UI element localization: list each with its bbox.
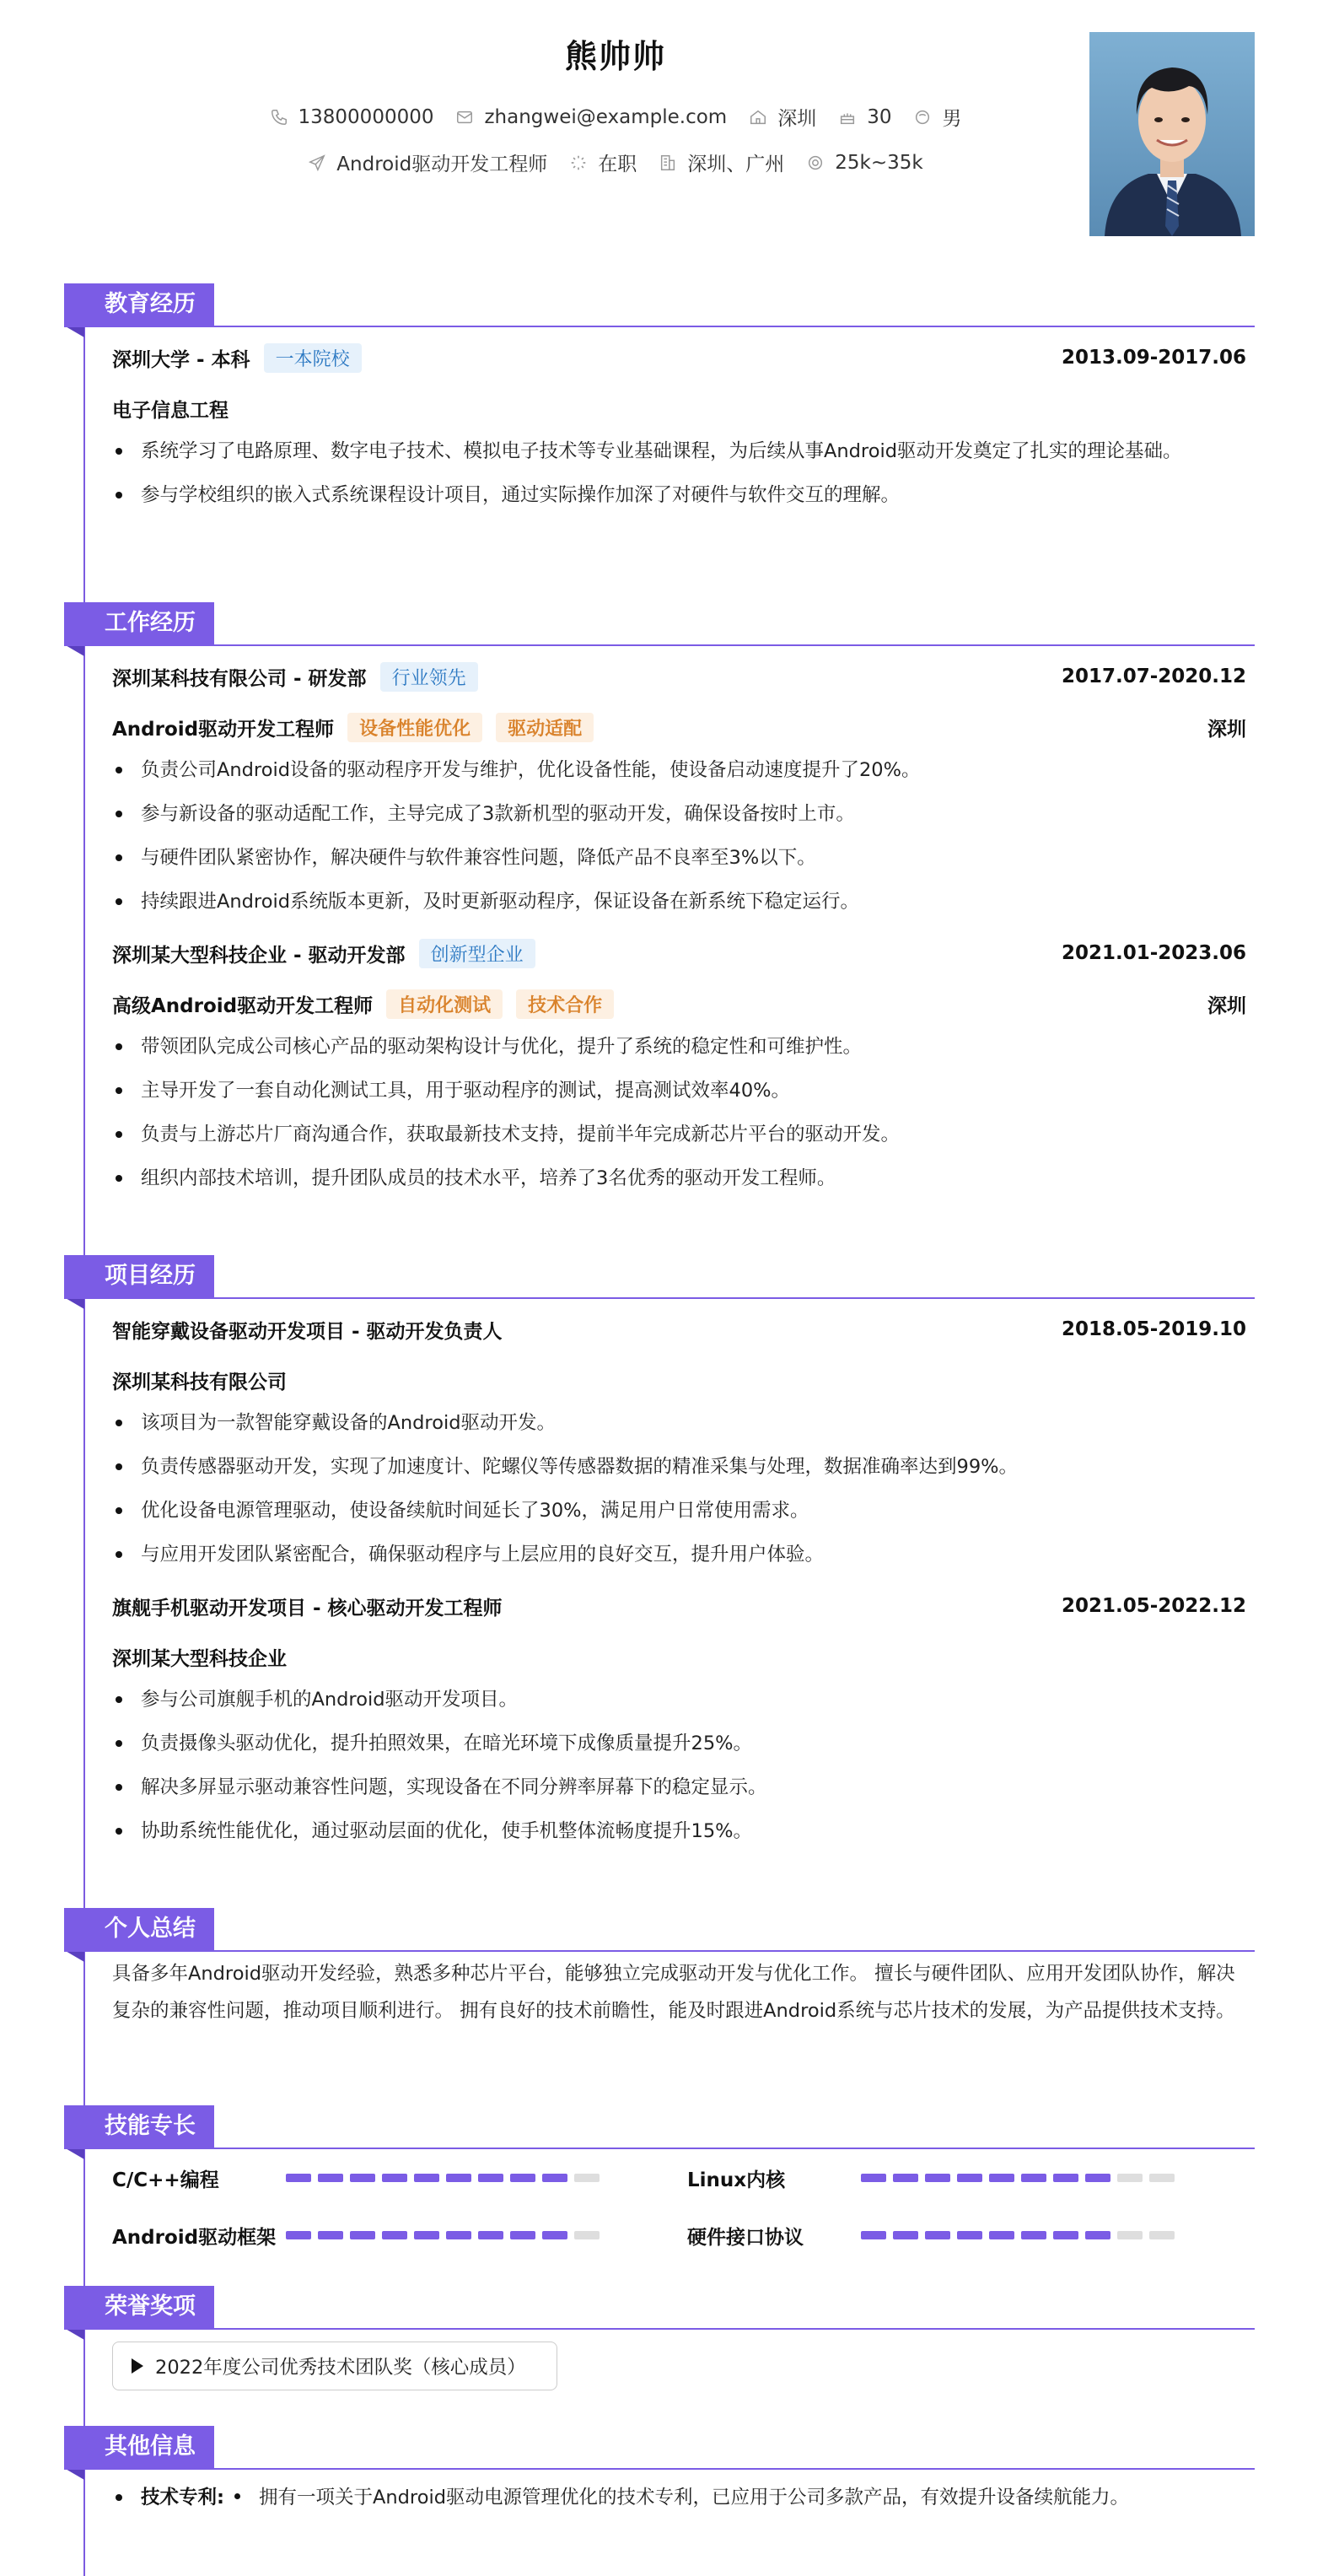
section-divider [64, 1297, 1255, 1299]
skill-segment-filled [350, 2174, 375, 2182]
skill-name: Android驱动框架 [112, 2226, 277, 2249]
project-name-row [112, 1581, 1246, 1631]
section-divider [64, 326, 1255, 327]
email-item [455, 106, 727, 128]
contact-row [0, 103, 1231, 131]
other-title: 其他信息 [64, 2426, 214, 2468]
skill-segment-filled [1053, 2174, 1078, 2182]
company-tag: 行业领先 [380, 662, 478, 692]
job-date: 2021.01-2023.06 [1061, 942, 1246, 964]
job-position: 高级Android驱动开发工程师 [112, 994, 374, 1017]
skill-name: Linux内核 [687, 2169, 786, 2191]
job-position-row [112, 702, 1246, 752]
project-bullets [112, 1682, 1246, 1849]
patent-label: 技术专利: [141, 2487, 224, 2509]
phone-item [270, 106, 434, 128]
skill-level-bar [861, 2174, 1175, 2182]
list-item: 负责摄像头驱动优化，提升拍照效果，在暗光环境下成像质量提升25%。 [112, 1726, 1246, 1761]
skill-item [687, 2218, 1262, 2252]
summary-title: 个人总结 [64, 1908, 214, 1950]
email-value: zhangwei@example.com [484, 105, 728, 128]
skill-segment-filled [957, 2174, 982, 2182]
summary-text: 具备多年Android驱动开发经验，熟悉多种芯片平台，能够独立完成驱动开发与优化工作。 擅长与硬件团队、应用开发团队协作，解决复杂的兼容性问题，推动项目顺利进行。 拥有良好的技术前瞻性，能及时跟进Android系统与芯片技术的发展，为产品提供技术支持。 [112, 1963, 1235, 2022]
skill-segment-filled [1085, 2231, 1110, 2239]
skill-segment-filled [446, 2174, 471, 2182]
list-item: 参与公司旗舰手机的Android驱动开发项目。 [112, 1682, 1246, 1717]
education-major-row [112, 383, 1246, 434]
skill-level-bar [861, 2231, 1175, 2239]
status-item [569, 148, 637, 176]
skill-item [112, 2218, 687, 2252]
skill-segment-empty [1149, 2174, 1175, 2182]
education-title: 教育经历 [64, 283, 214, 326]
skill-segment-filled [989, 2174, 1014, 2182]
skill-segment-filled [925, 2231, 950, 2239]
work-header [64, 602, 1255, 646]
project-name: 智能穿戴设备驱动开发项目 - 驱动开发负责人 [112, 1320, 503, 1343]
skills-section [64, 2105, 1255, 2252]
award-item[interactable] [112, 2342, 557, 2390]
salary-item [806, 152, 922, 174]
gender-icon [913, 108, 932, 127]
skill-segment-filled [861, 2231, 886, 2239]
skill-segment-filled [893, 2174, 918, 2182]
education-bullets [112, 434, 1246, 513]
skill-segment-filled [382, 2174, 407, 2182]
skill-item [112, 2161, 687, 2195]
job-intent-row [0, 148, 1231, 176]
job-company-row [112, 928, 1246, 978]
skills-header [64, 2105, 1255, 2149]
age-value: 30 [867, 105, 892, 128]
skill-segment-filled [510, 2231, 535, 2239]
job-title-item [308, 148, 547, 176]
other-list [112, 2470, 1246, 2515]
job-position: Android驱动开发工程师 [112, 718, 335, 741]
gender-item [913, 103, 961, 131]
skill-segment-empty [1117, 2231, 1143, 2239]
skills-title: 技能专长 [64, 2105, 214, 2148]
home-icon [749, 108, 767, 127]
salary-value: 25k~35k [835, 151, 923, 174]
skill-segment-empty [1117, 2174, 1143, 2182]
company-tag: 创新型企业 [419, 939, 535, 968]
skill-item [687, 2161, 1262, 2195]
target-city-item [659, 148, 784, 176]
skills-grid [112, 2149, 1246, 2252]
phone-icon [270, 108, 288, 127]
skill-segment-filled [414, 2174, 439, 2182]
skill-tag: 驱动适配 [496, 713, 594, 742]
section-divider [64, 644, 1255, 646]
project-bullets [112, 1405, 1246, 1572]
skill-segment-filled [318, 2231, 343, 2239]
skill-segment-filled [478, 2231, 503, 2239]
skill-level-bar [286, 2231, 600, 2239]
list-item: 主导开发了一套自动化测试工具，用于驱动程序的测试，提高测试效率40%。 [112, 1073, 1246, 1108]
list-item: 带领团队完成公司核心产品的驱动架构设计与优化，提升了系统的稳定性和可维护性。 [112, 1029, 1246, 1064]
list-item: 与硬件团队紧密协作，解决硬件与软件兼容性问题，降低产品不良率至3%以下。 [112, 840, 1246, 876]
status-icon [569, 154, 588, 172]
school-name: 深圳大学 - 本科 [112, 348, 250, 371]
skill-tag: 技术合作 [516, 989, 614, 1019]
job-bullets [112, 752, 1246, 919]
skill-level-bar [286, 2174, 600, 2182]
company-name: 深圳某科技有限公司 - 研发部 [112, 667, 367, 690]
skill-segment-filled [893, 2231, 918, 2239]
candidate-name: 熊帅帅 [564, 38, 666, 75]
city-value: 深圳 [777, 108, 817, 130]
projects-header [64, 1255, 1255, 1299]
list-item [112, 2480, 1246, 2515]
list-item: 与应用开发团队紧密配合，确保驱动程序与上层应用的良好交互，提升用户体验。 [112, 1537, 1246, 1572]
list-item: 该项目为一款智能穿戴设备的Android驱动开发。 [112, 1405, 1246, 1441]
education-section [64, 283, 1255, 521]
job-bullets [112, 1029, 1246, 1196]
skill-tag: 自动化测试 [386, 989, 503, 1019]
list-item: 负责公司Android设备的驱动程序开发与维护，优化设备性能，使设备启动速度提升了20%。 [112, 752, 1246, 788]
skill-segment-filled [542, 2174, 567, 2182]
patent-text: 拥有一项关于Android驱动电源管理优化的技术专利，已应用于公司多款产品，有效提升设备续航能力。 [259, 2487, 1129, 2509]
mail-icon [455, 108, 474, 127]
job-date: 2017.07-2020.12 [1061, 666, 1246, 687]
skill-segment-filled [286, 2231, 311, 2239]
honors-title: 荣誉奖项 [64, 2286, 214, 2328]
award-text: 2022年度公司优秀技术团队奖（核心成员） [155, 2357, 526, 2379]
job-title-value: Android驱动开发工程师 [336, 154, 548, 175]
education-header [64, 283, 1255, 327]
resume-header [0, 0, 1339, 278]
project-company: 深圳某大型科技企业 [112, 1647, 287, 1670]
send-icon [308, 154, 326, 172]
other-header [64, 2426, 1255, 2470]
skill-segment-filled [382, 2231, 407, 2239]
work-section [64, 602, 1255, 1204]
status-value: 在职 [598, 154, 637, 175]
skill-segment-filled [1053, 2231, 1078, 2239]
list-item: 协助系统性能优化，通过驱动层面的优化，使手机整体流畅度提升15%。 [112, 1813, 1246, 1849]
job-company-row [112, 651, 1246, 702]
summary-section [64, 1908, 1255, 2029]
target-city-value: 深圳、广州 [687, 154, 785, 175]
projects-section [64, 1255, 1255, 1857]
school-tag: 一本院校 [264, 343, 362, 373]
skill-segment-empty [574, 2231, 600, 2239]
job-position-row [112, 978, 1246, 1029]
list-item: 参与学校组织的嵌入式系统课程设计项目，通过实际操作加深了对硬件与软件交互的理解。 [112, 477, 1246, 513]
skill-segment-filled [510, 2174, 535, 2182]
other-section [64, 2426, 1255, 2515]
profile-photo [1089, 32, 1255, 236]
honors-header [64, 2286, 1255, 2330]
project-company: 深圳某科技有限公司 [112, 1371, 287, 1393]
project-date: 2018.05-2019.10 [1061, 1318, 1246, 1340]
list-item: 持续跟进Android系统版本更新，及时更新驱动程序，保证设备在新系统下稳定运行。 [112, 884, 1246, 919]
project-name-row [112, 1304, 1246, 1355]
building-icon [659, 154, 677, 172]
work-title: 工作经历 [64, 602, 214, 644]
list-item: 负责传感器驱动开发，实现了加速度计、陀螺仪等传感器数据的精准采集与处理，数据准确率达到99%。 [112, 1449, 1246, 1485]
project-date: 2021.05-2022.12 [1061, 1595, 1246, 1617]
skill-segment-empty [574, 2174, 600, 2182]
job-location: 深圳 [1207, 718, 1246, 741]
skill-name: C/C++编程 [112, 2169, 219, 2191]
skill-name: 硬件接口协议 [687, 2226, 804, 2249]
education-date: 2013.09-2017.06 [1061, 347, 1246, 369]
project-company-row [112, 1355, 1246, 1405]
list-item: 参与新设备的驱动适配工作，主导完成了3款新机型的驱动开发，确保设备按时上市。 [112, 796, 1246, 832]
city-item [749, 103, 816, 131]
major-name: 电子信息工程 [112, 399, 229, 422]
list-item: 优化设备电源管理驱动，使设备续航时间延长了30%，满足用户日常使用需求。 [112, 1493, 1246, 1528]
list-item: 组织内部技术培训，提升团队成员的技术水平，培养了3名优秀的驱动开发工程师。 [112, 1161, 1246, 1196]
projects-title: 项目经历 [64, 1255, 214, 1297]
gender-value: 男 [942, 108, 962, 130]
skill-segment-filled [957, 2231, 982, 2239]
skill-segment-filled [286, 2174, 311, 2182]
skill-segment-empty [1149, 2231, 1175, 2239]
skill-segment-filled [989, 2231, 1014, 2239]
coin-icon [806, 154, 825, 172]
play-icon [132, 2358, 143, 2374]
phone-value: 13800000000 [298, 105, 434, 128]
honors-section [64, 2286, 1255, 2390]
education-school-row [112, 332, 1246, 383]
project-company-row [112, 1631, 1246, 1682]
skill-segment-filled [1085, 2174, 1110, 2182]
job-location: 深圳 [1207, 994, 1246, 1017]
skill-segment-filled [925, 2174, 950, 2182]
skill-segment-filled [1021, 2231, 1046, 2239]
skill-segment-filled [446, 2231, 471, 2239]
list-item: 负责与上游芯片厂商沟通合作，获取最新技术支持，提前半年完成新芯片平台的驱动开发。 [112, 1117, 1246, 1152]
age-item [838, 106, 891, 128]
skill-segment-filled [318, 2174, 343, 2182]
skill-segment-filled [478, 2174, 503, 2182]
summary-header [64, 1908, 1255, 1952]
skill-segment-filled [414, 2231, 439, 2239]
skill-tag: 设备性能优化 [347, 713, 482, 742]
skill-segment-filled [1021, 2174, 1046, 2182]
project-name: 旗舰手机驱动开发项目 - 核心驱动开发工程师 [112, 1597, 503, 1619]
list-item: 解决多屏显示驱动兼容性问题，实现设备在不同分辨率屏幕下的稳定显示。 [112, 1770, 1246, 1805]
skill-segment-filled [350, 2231, 375, 2239]
skill-segment-filled [542, 2231, 567, 2239]
company-name: 深圳某大型科技企业 - 驱动开发部 [112, 944, 406, 967]
bullet-dot [234, 2493, 240, 2499]
cake-icon [838, 108, 857, 127]
list-item: 系统学习了电路原理、数字电子技术、模拟电子技术等专业基础课程，为后续从事Android驱动开发奠定了扎实的理论基础。 [112, 434, 1246, 469]
skill-segment-filled [861, 2174, 886, 2182]
